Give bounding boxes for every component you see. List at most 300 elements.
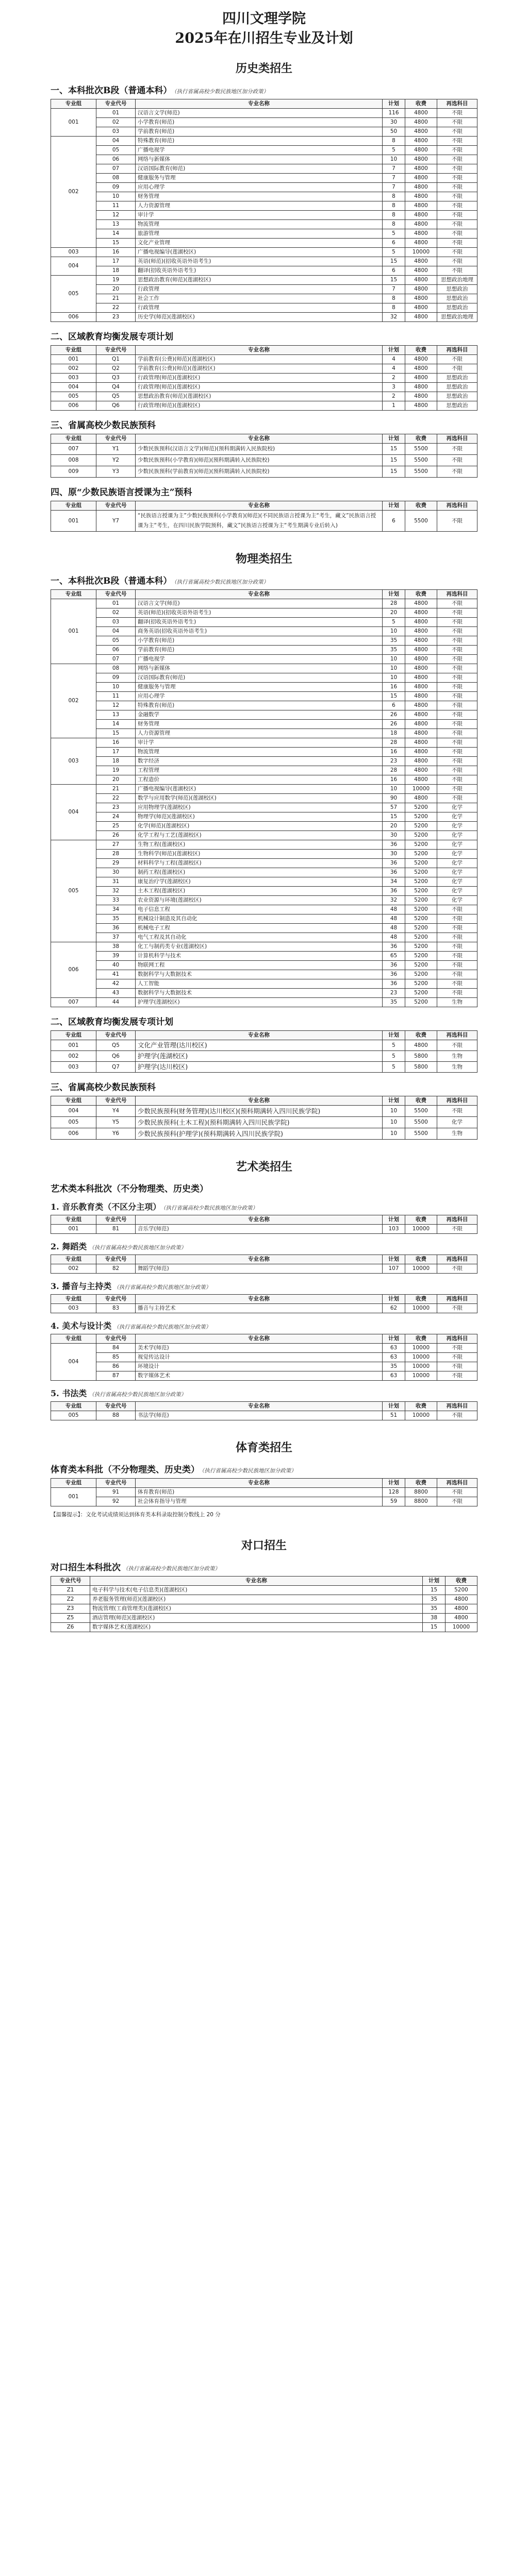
cell-subject: 不限 [437,511,477,532]
cell-subject: 不限 [437,599,477,608]
cell-fee: 4800 [405,146,437,155]
header-plan: 计划 [383,1096,405,1106]
header-plan: 计划 [383,346,405,355]
table-row [51,239,477,248]
sports-table [51,1478,477,1506]
cell-name: 数学与应用数学(师范)(莲湖校区) [136,794,383,803]
physics-sec1-table [51,589,477,1007]
cell-fee: 5200 [405,914,437,924]
header-plan: 计划 [383,99,405,109]
cell-name: 学前教育(师范) [136,127,383,137]
table-row [51,701,477,710]
cell-group: 001 [51,511,96,532]
header-code: 专业代号 [96,1031,136,1040]
header-fee: 收费 [405,1402,437,1411]
table-row [51,989,477,998]
cell-name: 物流管理(工商管理类)(莲湖校区) [90,1604,423,1614]
cell-subject: 不限 [437,1497,477,1506]
cell-group: 001 [51,355,96,364]
cell-subject: 不限 [437,692,477,701]
cell-code: 42 [96,979,136,989]
table-row [51,905,477,914]
cell-fee: 5500 [405,444,437,455]
header-subject: 再选科目 [437,501,477,511]
history-sec1-table [51,99,477,322]
cell-plan: 35 [383,1362,405,1371]
cell-fee: 4800 [405,192,437,201]
cell-fee: 4800 [405,757,437,766]
cell-name: 文化产业管理(达川校区) [136,1040,383,1051]
cell-code: 81 [96,1225,136,1234]
cell-subject: 化学 [437,803,477,812]
cell-name: 财务管理 [136,720,383,729]
arts-s1-table [51,1215,477,1234]
table-row [51,137,477,146]
cell-subject: 化学 [437,868,477,877]
table-row [51,803,477,812]
cell-plan: 36 [383,868,405,877]
header-fee: 收费 [405,434,437,444]
cell-code: 24 [96,812,136,822]
table-row [51,118,477,127]
sports-batch-heading [51,1462,477,1475]
cell-name: 应用心理学 [136,183,383,192]
cell-plan: 48 [383,905,405,914]
cell-fee: 4800 [405,766,437,775]
cell-code: 18 [96,757,136,766]
cell-subject: 不限 [437,1362,477,1371]
cell-plan: 2 [383,374,405,383]
cell-fee: 4800 [405,211,437,220]
table-header-row [51,1255,477,1264]
cell-name: 酒店管理(师范)(莲湖校区) [90,1614,423,1623]
cell-code: 44 [96,998,136,1007]
table-row [51,738,477,748]
header-fee: 收费 [405,590,437,599]
header-name: 专业名称 [136,1334,383,1344]
cell-code: 01 [96,599,136,608]
cell-name: 音乐学(师范) [136,1225,383,1234]
cell-code: 36 [96,924,136,933]
header-subject: 再选科目 [437,434,477,444]
cell-code: 02 [96,118,136,127]
table-row [51,1062,477,1073]
header-subject: 再选科目 [437,590,477,599]
cell-fee: 5200 [405,905,437,914]
cell-subject: 不限 [437,989,477,998]
cell-plan: 15 [383,466,405,478]
cell-code: 30 [96,868,136,877]
cell-code: 40 [96,961,136,970]
cell-name: 制药工程(莲湖校区) [136,868,383,877]
cell-fee: 4800 [405,738,437,748]
cell-group: 006 [51,401,96,411]
arts-s5-note: （执行省属高校少数民族地区加分政策） [89,1392,187,1398]
table-row [51,164,477,174]
table-row [51,1614,477,1623]
cell-fee: 4800 [405,109,437,118]
cell-name: 物联网工程 [136,961,383,970]
header-code: 专业代号 [96,501,136,511]
history-sec3-table [51,434,477,478]
arts-s1-title: 1. 音乐教育类（不区分主项） [51,1202,161,1212]
cell-fee: 4800 [405,392,437,401]
cell-code: 10 [96,192,136,201]
cell-subject: 不限 [437,109,477,118]
cell-plan: 10 [383,664,405,673]
cell-fee: 10000 [405,785,437,794]
cell-code: 88 [96,1411,136,1420]
arts-s2-heading [51,1240,477,1252]
cell-plan: 10 [383,155,405,164]
cell-subject: 不限 [437,952,477,961]
cell-code: Y7 [96,511,136,532]
cell-name: 审计学 [136,738,383,748]
cell-name: 商务英语(招收英语外语考生) [136,627,383,636]
cell-subject: 化学 [437,822,477,831]
header-name: 专业名称 [136,1215,383,1225]
cell-group: 004 [51,785,96,840]
arts-s3-table [51,1294,477,1313]
cell-subject: 不限 [437,979,477,989]
cell-subject: 不限 [437,174,477,183]
history-sec1-title: 一、本科批次B段（普通本科） [51,86,172,96]
cell-fee: 5500 [405,511,437,532]
cell-plan: 10 [383,1117,405,1128]
history-sec1-heading [51,83,477,96]
cell-fee: 5800 [405,1051,437,1062]
cell-fee: 4800 [405,257,437,266]
cell-plan: 10 [383,627,405,636]
cell-code: Z2 [51,1595,90,1604]
cell-name: 文化产业管理 [136,239,383,248]
cell-code: 23 [96,803,136,812]
table-row [51,840,477,850]
cell-fee: 10000 [405,1353,437,1362]
cell-fee: 5200 [405,859,437,868]
cell-group: 005 [51,1411,96,1420]
cell-plan: 35 [383,998,405,1007]
cell-subject: 不限 [437,455,477,466]
cell-name: 小学教育(师范) [136,118,383,127]
cell-name: 小学教育(师范) [136,636,383,646]
cell-plan: 7 [383,183,405,192]
cell-plan: 8 [383,294,405,303]
cell-subject: 不限 [437,942,477,952]
header-code: 专业代号 [96,1215,136,1225]
cell-subject: 不限 [437,720,477,729]
physics-sec2-table [51,1030,477,1073]
cell-plan: 15 [383,444,405,455]
cell-fee: 4800 [405,748,437,757]
cell-subject: 不限 [437,1225,477,1234]
cell-plan: 30 [383,850,405,859]
cell-subject: 不限 [437,673,477,683]
cell-name: 电子信息工程 [136,905,383,914]
header-code: 专业代号 [96,434,136,444]
table-row [51,636,477,646]
cell-code: 15 [96,729,136,738]
cell-name: 护理学(莲湖校区) [136,998,383,1007]
cell-code: 86 [96,1362,136,1371]
table-header-row [51,1402,477,1411]
cell-plan: 48 [383,924,405,933]
history-sec4-table [51,501,477,532]
cell-name: 汉语国际教育(师范) [136,673,383,683]
cell-group: 003 [51,1304,96,1313]
cell-plan: 10 [383,655,405,664]
cell-code: 07 [96,655,136,664]
header-name: 专业名称 [136,434,383,444]
table-row [51,276,477,285]
header-name: 专业名称 [136,1402,383,1411]
cell-name: 机械设计制造及其自动化 [136,914,383,924]
cell-name: 学前教育(师范) [136,646,383,655]
cell-subject: 不限 [437,924,477,933]
header-group: 专业组 [51,1215,96,1225]
table-header-row [51,346,477,355]
physics-sec3-table [51,1096,477,1140]
cell-subject: 思想政治 [437,294,477,303]
cell-fee: 5800 [405,1062,437,1073]
cell-subject: 不限 [437,664,477,673]
cell-code: Q6 [96,1051,136,1062]
cell-name: 工程管理 [136,766,383,775]
cell-code: Z6 [51,1623,90,1632]
cell-plan: 65 [383,952,405,961]
cell-subject: 不限 [437,618,477,627]
table-row [51,627,477,636]
cell-name: 行政管理(师范)(莲湖校区) [136,401,383,411]
cell-name: 土木工程(莲湖校区) [136,887,383,896]
cell-subject: 不限 [437,608,477,618]
header-code: 专业代号 [96,1479,136,1488]
table-row [51,109,477,118]
table-row [51,896,477,905]
cell-code: 22 [96,303,136,313]
cell-plan: 32 [383,313,405,322]
header-group: 专业组 [51,590,96,599]
table-row [51,220,477,229]
cell-name: 社会体育指导与管理 [136,1497,383,1506]
cell-code: 32 [96,887,136,896]
cell-subject: 不限 [437,201,477,211]
cell-fee: 4800 [405,174,437,183]
cell-subject: 不限 [437,220,477,229]
sports-batch-note: （执行省属高校少数民族地区加分政策） [202,1468,296,1474]
cell-fee: 4800 [405,374,437,383]
header-plan: 计划 [383,590,405,599]
cell-plan: 6 [383,701,405,710]
cell-plan: 36 [383,970,405,979]
cell-subject: 不限 [437,364,477,374]
cell-subject: 化学 [437,887,477,896]
cell-subject: 不限 [437,1040,477,1051]
cell-code: 43 [96,989,136,998]
cell-subject: 化学 [437,831,477,840]
header-plan: 计划 [383,1295,405,1304]
cell-code: Z1 [51,1586,90,1595]
cell-name: 英语(师范)(招收英语外语考生) [136,608,383,618]
cell-plan: 10 [383,1128,405,1140]
table-row [51,673,477,683]
cell-subject: 不限 [437,766,477,775]
cell-name: 行政管理(师范)(莲湖校区) [136,374,383,383]
cell-code: 84 [96,1344,136,1353]
cell-plan: 20 [383,822,405,831]
cell-name: 美术学(师范) [136,1344,383,1353]
cell-name: 化学(师范)(莲湖校区) [136,822,383,831]
header-name: 专业名称 [136,1096,383,1106]
cell-subject: 不限 [437,775,477,785]
cell-name: 少数民族预科(护理学)(预科期满转入四川民族学院) [136,1128,383,1140]
cell-subject: 不限 [437,636,477,646]
cell-fee: 4800 [405,673,437,683]
cell-fee: 5200 [405,998,437,1007]
header-name: 专业名称 [136,1031,383,1040]
cell-code: 37 [96,933,136,942]
cell-plan: 5 [383,1040,405,1051]
cell-code: Y5 [96,1117,136,1128]
physics-sec2-heading: 二、区域教育均衡发展专项计划 [51,1017,173,1027]
cell-fee: 10000 [405,1264,437,1274]
cell-code: 11 [96,201,136,211]
cell-plan: 6 [383,239,405,248]
cell-code: 25 [96,822,136,831]
cell-plan: 6 [383,266,405,276]
cell-name: 应用心理学 [136,692,383,701]
cell-subject: 思想政治 [437,285,477,294]
document-title [51,9,477,48]
cell-subject: 化学 [437,1117,477,1128]
cell-subject: 不限 [437,355,477,364]
cell-code: 02 [96,608,136,618]
cell-name: 金融数学 [136,710,383,720]
header-code: 专业代号 [96,1096,136,1106]
table-row [51,303,477,313]
table-row [51,785,477,794]
cell-group: 004 [51,257,96,276]
arts-category-title: 艺术类招生 [235,1160,292,1174]
cell-subject: 不限 [437,1488,477,1497]
cell-name: 汉语言文学(师范) [136,109,383,118]
cell-code: 18 [96,266,136,276]
cell-name: 康复治疗学(莲湖校区) [136,877,383,887]
cell-fee: 4800 [405,710,437,720]
header-plan: 计划 [383,434,405,444]
cell-code: 21 [96,785,136,794]
cell-name: 学前教育(公费)(师范)(莲湖校区) [136,364,383,374]
cell-fee: 4800 [405,1040,437,1051]
table-row [51,1117,477,1128]
cell-fee: 4800 [446,1595,477,1604]
header-code: 专业代号 [96,1255,136,1264]
header-group: 专业组 [51,1031,96,1040]
title-school: 四川文理学院 [222,11,306,27]
table-row [51,608,477,618]
cell-name: 数字经济 [136,757,383,766]
cell-code: Q2 [96,364,136,374]
cell-name: 广播电视学 [136,655,383,664]
cell-name: 机械电子工程 [136,924,383,933]
cell-fee: 10000 [405,248,437,257]
cell-fee: 4800 [405,285,437,294]
cell-name: 旅游管理 [136,229,383,239]
cell-name: “民族语言授课为主”少数民族预科(小学教育)(师范)(不同民族语言授课为主“考生，藏文”民族语言授课为主“考生，在四川民族学院预科，藏文”民族语言授课为主“考生期满专业后转入) [136,511,383,532]
cell-subject: 不限 [437,1264,477,1274]
cell-name: 化工与制药类专业(莲湖校区) [136,942,383,952]
cell-group: 004 [51,1106,96,1117]
arts-s3-heading [51,1280,477,1292]
sports-category-title: 体育类招生 [235,1441,292,1454]
cell-group: 002 [51,1264,96,1274]
cell-name: 广播电视学 [136,146,383,155]
cell-name: 人力资源管理 [136,729,383,738]
cell-fee: 5500 [405,455,437,466]
cell-group: 007 [51,444,96,455]
cell-code: 26 [96,831,136,840]
cell-name: 社会工作 [136,294,383,303]
table-row [51,720,477,729]
cell-name: 特殊教育(师范) [136,137,383,146]
cell-fee: 5200 [405,887,437,896]
cell-name: 网络与新媒体 [136,155,383,164]
cell-name: 人力资源管理 [136,201,383,211]
cell-name: 电子科学与技术(电子信息类)(莲湖校区) [90,1586,423,1595]
header-code: 专业代号 [96,346,136,355]
table-header-row [51,434,477,444]
cell-group: 006 [51,942,96,998]
table-row [51,1604,477,1614]
cell-name: 行政管理 [136,303,383,313]
table-row [51,924,477,933]
cell-plan: 18 [383,729,405,738]
header-fee: 收费 [405,501,437,511]
cell-plan: 15 [423,1623,446,1632]
cell-subject: 不限 [437,701,477,710]
cell-subject: 不限 [437,183,477,192]
cell-fee: 10000 [405,1411,437,1420]
table-row [51,211,477,220]
header-subject: 再选科目 [437,1334,477,1344]
cell-plan: 5 [383,229,405,239]
cell-group: 006 [51,1128,96,1140]
cell-code: 06 [96,155,136,164]
cell-name: 学前教育(公费)(师范)(莲湖校区) [136,355,383,364]
cell-subject: 思想政治 [437,374,477,383]
header-group: 专业组 [51,501,96,511]
header-name: 专业名称 [136,1295,383,1304]
table-row [51,374,477,383]
cell-name: 翻译(招收英语外语考生) [136,618,383,627]
cell-code: 34 [96,905,136,914]
cell-plan: 5 [383,1051,405,1062]
cell-code: 16 [96,738,136,748]
cell-subject: 不限 [437,444,477,455]
header-plan: 计划 [423,1577,446,1586]
cell-name: 材料科学与工程(莲湖校区) [136,859,383,868]
cell-subject: 不限 [437,257,477,266]
table-row [51,201,477,211]
cell-name: 少数民族预科(小学教育)(师范)(预科期满转入民族院校) [136,455,383,466]
arts-s5-heading [51,1387,477,1399]
header-fee: 收费 [405,1255,437,1264]
arts-s4-note: （执行省属高校少数民族地区加分政策） [113,1324,211,1330]
cell-name: 广播电视编导(莲湖校区) [136,248,383,257]
cell-code: 23 [96,313,136,322]
cell-name: 思想政治教育(师范)(莲湖校区) [136,276,383,285]
header-subject: 再选科目 [437,1479,477,1488]
